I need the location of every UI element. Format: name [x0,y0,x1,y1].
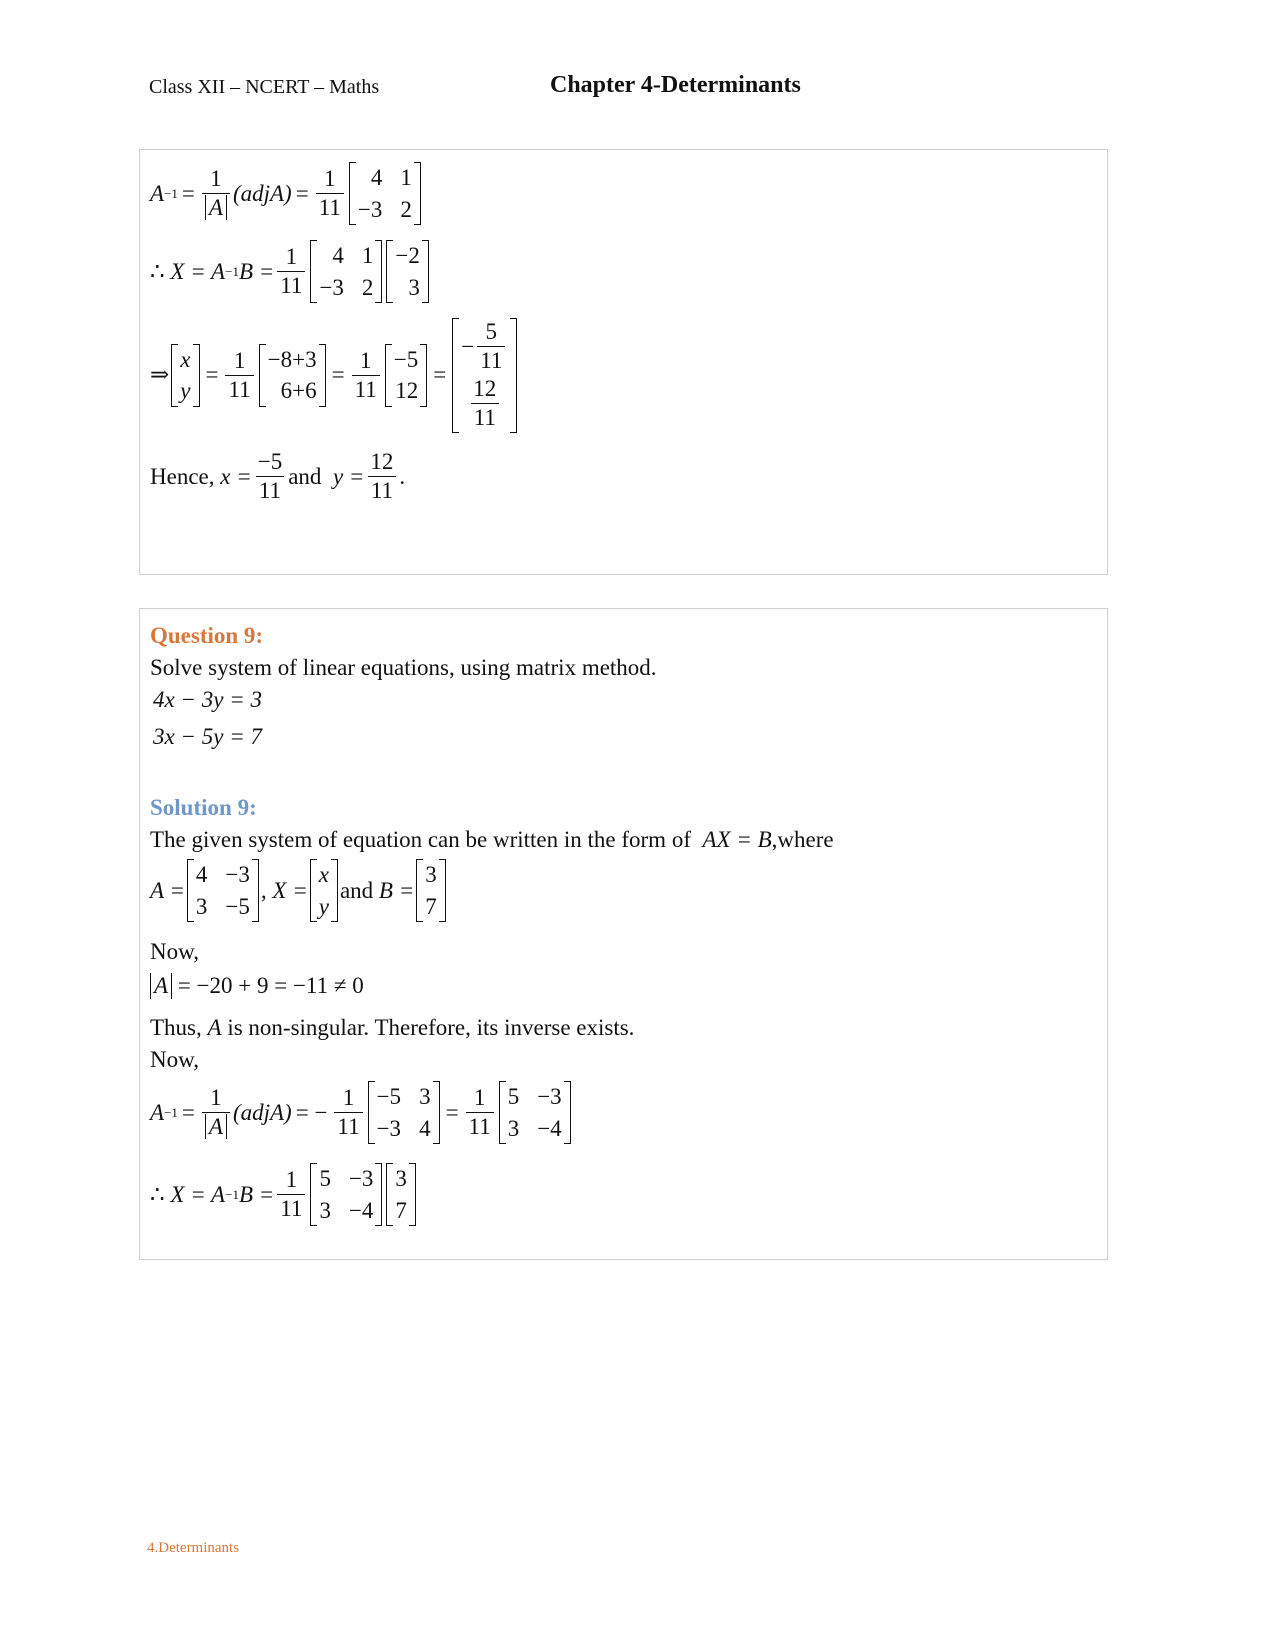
fraction: $\frac{1}{11}$ [334,1086,362,1139]
footer-chapter-label: 4.Determinants [147,1540,240,1556]
now-label: Now, [150,939,199,964]
solution-title: Solution 9: [150,795,257,820]
header-chapter-title: Chapter 4-Determinants [550,72,801,98]
equation-1: 4x − 3y = 3 [153,687,262,712]
equation-2: 3x − 5y = 7 [153,724,262,749]
fraction: $\frac{1}{11}$ [277,245,305,298]
determinant-row: A = −20 + 9 = −11 ≠ 0 [150,973,364,999]
hence-row: Hence, x = $\frac{-5}{11}$ and y = $\frac{12}{11}$ . [150,449,406,504]
matrix: 4 1 −3 2 [349,162,421,225]
matrix: 4 1 −3 2 [310,240,382,303]
fraction: $\frac{1}{A}$ [202,167,230,220]
question-text: Solve system of linear equations, using matrix method. [150,655,657,680]
fraction: $\frac{1}{11}$ [277,1168,305,1221]
fraction: $\frac{1}{A}$ [202,1086,230,1139]
result-vector: − $\frac{5}{11}$ $\frac{12}{11}$ [452,318,517,433]
x-equals-row: ∴ X = A −1 B = $\frac{1}{11}$ 5 −3 3 −4 3 7 [150,1163,418,1226]
fraction: $\frac{-5}{11}$ [257,449,283,504]
fraction: $\frac{1}{11}$ [316,167,344,220]
question-9-box [139,608,1108,1260]
vector-x: x y [310,859,338,922]
matrix: −5 3 −3 4 [368,1081,440,1144]
fraction: $\frac{12}{11}$ [367,450,396,503]
inverse-formula-row: A −1 = $\frac{1}{A}$ (adjA) = − $\frac{1}{11}$ −5 3 −3 4 = $\frac{1}{11}$ 5 −3 3 −4 [150,1081,573,1144]
fraction: $\frac{1}{11}$ [352,349,380,402]
x-equals-row: ∴ X = A −1 B = $\frac{1}{11}$ 4 1 −3 2 −2 3 [150,240,431,303]
inverse-formula-row: A −1 = $\frac{1}{A}$ (adjA) = $\frac{1}{11}$ 4 1 −3 2 [150,162,423,225]
matrix-definitions-row: A = 4 −3 3 −5 , X = x y and B = 3 7 [150,859,448,922]
vector: −5 12 [385,344,427,407]
vector-b: 3 7 [416,859,446,922]
determinant-a: A [205,195,227,220]
matrix: 5 −3 3 −4 [310,1163,382,1226]
matrix-a: 4 −3 3 −5 [187,859,259,922]
vector: x y [171,344,199,407]
fraction: $\frac{1}{11}$ [466,1086,494,1139]
now-label-2: Now, [150,1047,199,1072]
solution-intro: The given system of equation can be written in the form of AX = B,where [150,827,834,852]
header-class-label: Class XII – NCERT – Maths [149,76,380,98]
implication-row: ⇒ x y = $\frac{1}{11}$ −8+3 6+6 = $\frac{1}{11}$ −5 12 = − $\frac{5}{11}$ $\frac{12}{11}$ [150,318,519,433]
vector: −8+3 6+6 [259,344,326,407]
vector: 3 7 [386,1163,416,1226]
fraction: $\frac{1}{11}$ [225,349,253,402]
thus-text: Thus, A is non-singular. Therefore, its inverse exists. [150,1015,635,1040]
question-title: Question 9: [150,623,264,648]
solution-continuation-box [139,149,1108,575]
vector: −2 3 [386,240,428,303]
matrix: 5 −3 3 −4 [499,1081,571,1144]
